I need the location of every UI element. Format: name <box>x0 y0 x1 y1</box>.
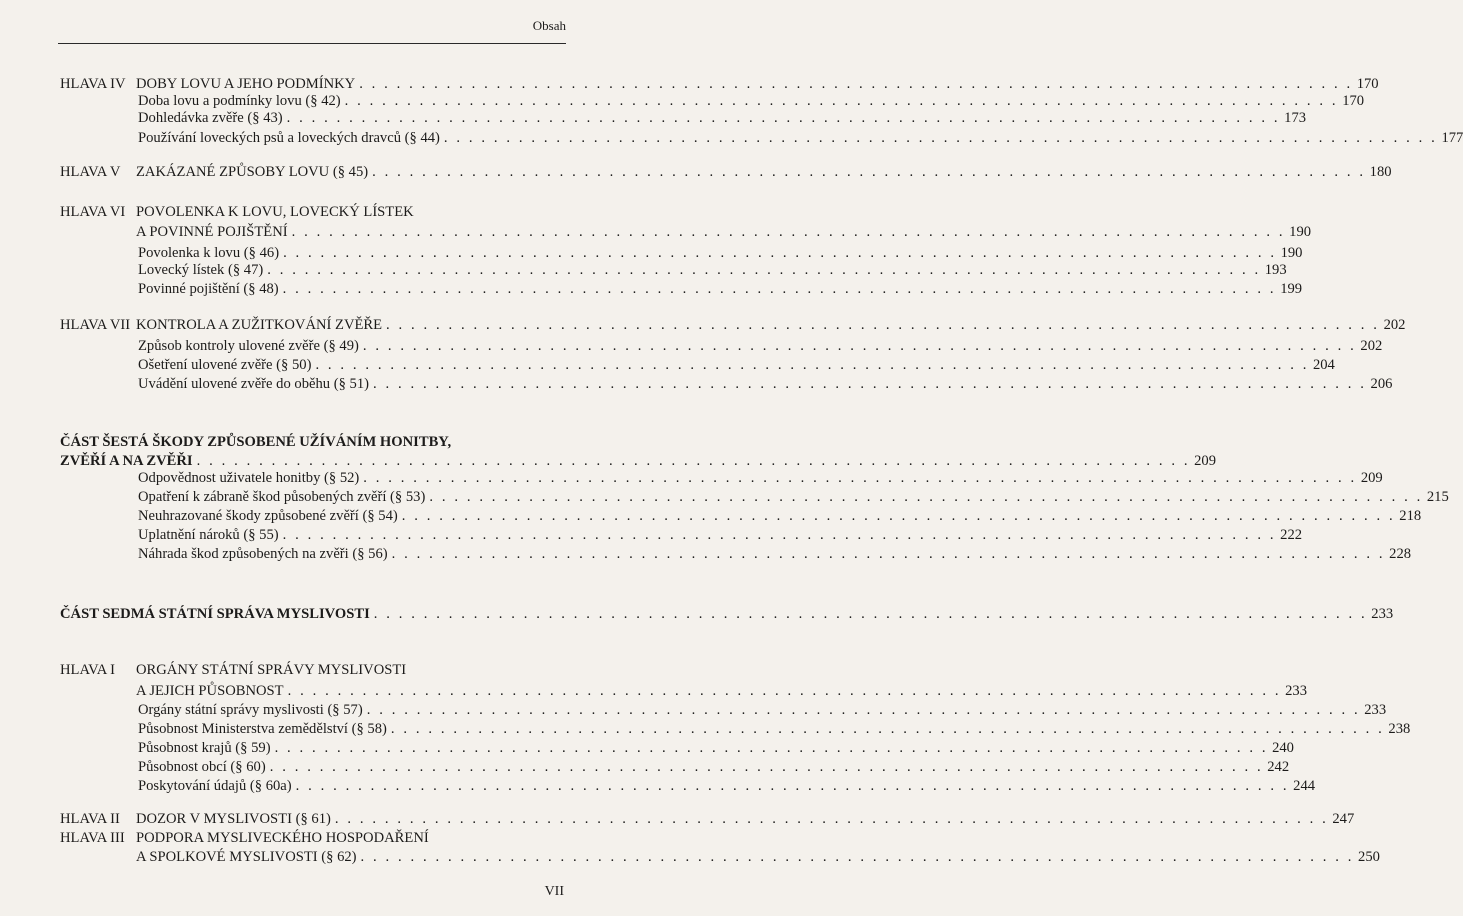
section-title: Povinné pojištění (§ 48) <box>138 281 279 297</box>
leader-dots: . . . . . . . . . . . . . . . . . . . . . . . . . . . . . . . . . . . . . . . . . . . . . . . . . . . . . . . . . . . . . . . . . . . . . . . . . . . . . . . . <box>282 281 1277 297</box>
chapter-title: POVOLENKA K LOVU, LOVECKÝ LÍSTEK <box>136 204 414 220</box>
leader-dots: . . . . . . . . . . . . . . . . . . . . . . . . . . . . . . . . . . . . . . . . . . . . . . . . . . . . . . . . . . . . . . . . . . . . . . . . . . . . . . . . <box>390 721 1385 737</box>
page-ref: 193 <box>1264 262 1287 278</box>
running-head: Obsah <box>532 18 566 33</box>
chapter-title: A SPOLKOVÉ MYSLIVOSTI (§ 62) <box>136 849 357 865</box>
toc-entry <box>0 603 1394 625</box>
toc-entry <box>0 161 1392 183</box>
leader-dots: . . . . . . . . . . . . . . . . . . . . . . . . . . . . . . . . . . . . . . . . . . . . . . . . . . . . . . . . . . . . . . . . . . . . . . . . . . . . . . . . <box>267 262 1261 278</box>
chapter-label: HLAVA VI <box>60 204 126 220</box>
chapter-title: DOBY LOVU A JEHO PODMÍNKY <box>136 76 356 92</box>
leader-dots: . . . . . . . . . . . . . . . . . . . . . . . . . . . . . . . . . . . . . . . . . . . . . . . . . . . . . . . . . . . . . . . . . . . . . . . . . . . . . . . . <box>287 683 1282 699</box>
chapter-title: A JEJICH PŮSOBNOST <box>136 683 284 699</box>
section-title: Doba lovu a podmínky lovu (§ 42) <box>138 93 341 109</box>
chapter-title: A POVINNÉ POJIŠTĚNÍ <box>136 224 288 240</box>
toc-entry <box>0 775 1316 797</box>
leader-dots: . . . . . . . . . . . . . . . . . . . . . . . . . . . . . . . . . . . . . . . . . . . . . . . . . . . . . . . . . . . . . . . . . . . . . . . . . . . . . . . . <box>401 508 1396 524</box>
section-title: Ošetření ulovené zvěře (§ 50) <box>138 357 312 373</box>
section-title: Uplatnění nároků (§ 55) <box>138 527 279 543</box>
leader-dots: . . . . . . . . . . . . . . . . . . . . . . . . . . . . . . . . . . . . . . . . . . . . . . . . . . . . . . . . . . . . . . . . . . . . . . . . . . . . . . . . <box>429 489 1423 505</box>
leader-dots: . . . . . . . . . . . . . . . . . . . . . . . . . . . . . . . . . . . . . . . . . . . . . . . . . . . . . . . . . . . . . . . . . . . . . . . . . . . . . . . . <box>373 606 1368 622</box>
leader-dots: . . . . . . . . . . . . . . . . . . . . . . . . . . . . . . . . . . . . . . . . . . . . . . . . . . . . . . . . . . . . . . . . . . . . . . . . . . . . . . . . <box>269 759 1264 775</box>
page-ref: 202 <box>1383 317 1406 333</box>
leader-dots: . . . . . . . . . . . . . . . . . . . . . . . . . . . . . . . . . . . . . . . . . . . . . . . . . . . . . . . . . . . . . . . . . . . . . . . . . . . . . . . . <box>372 164 1366 180</box>
page-ref: 202 <box>1360 338 1383 354</box>
page-ref: 238 <box>1388 721 1411 737</box>
page-ref: 209 <box>1194 453 1217 469</box>
chapter-label: HLAVA I <box>60 662 116 678</box>
leader-dots: . . . . . . . . . . . . . . . . . . . . . . . . . . . . . . . . . . . . . . . . . . . . . . . . . . . . . . . . . . . . . . . . . . . . . . . . . . . . . . . . <box>363 470 1357 486</box>
section-title: Používání loveckých psů a loveckých dravců (§ 44) <box>138 130 440 146</box>
page-ref: 180 <box>1369 164 1392 180</box>
section-title: Dohledávka zvěře (§ 43) <box>138 110 283 126</box>
chapter-title: KONTROLA A ZUŽITKOVÁNÍ ZVĚŘE <box>136 317 383 333</box>
toc-entry <box>0 659 600 681</box>
toc-entry <box>0 846 1380 868</box>
leader-dots: . . . . . . . . . . . . . . . . . . . . . . . . . . . . . . . . . . . . . . . . . . . . . . . . . . . . . . . . . . . . . . . . . . . . . . . . . . . . . . . . <box>282 527 1277 543</box>
leader-dots: . . . . . . . . . . . . . . . . . . . . . . . . . . . . . . . . . . . . . . . . . . . . . . . . . . . . . . . . . . . . . . . . . . . . . . . . . . . . . . . . <box>360 849 1355 865</box>
leader-dots: . . . . . . . . . . . . . . . . . . . . . . . . . . . . . . . . . . . . . . . . . . . . . . . . . . . . . . . . . . . . . . . . . . . . . . . . . . . . . . . . <box>359 76 1353 92</box>
page-ref: 233 <box>1285 683 1307 699</box>
leader-dots: . . . . . . . . . . . . . . . . . . . . . . . . . . . . . . . . . . . . . . . . . . . . . . . . . . . . . . . . . . . . . . . . . . . . . . . . . . . . . . . . <box>283 245 1277 261</box>
page-ref: 204 <box>1312 357 1335 373</box>
leader-dots: . . . . . . . . . . . . . . . . . . . . . . . . . . . . . . . . . . . . . . . . . . . . . . . . . . . . . . . . . . . . . . . . . . . . . . . . . . . . . . . . <box>295 778 1290 794</box>
section-title: Odpovědnost uživatele honitby (§ 52) <box>138 470 360 486</box>
section-title: Orgány státní správy myslivosti (§ 57) <box>138 702 363 718</box>
page-ref: 177 <box>1441 130 1463 146</box>
section-title: Poskytování údajů (§ 60a) <box>138 778 292 794</box>
page-ref: 218 <box>1399 508 1422 524</box>
page-ref: 222 <box>1280 527 1303 543</box>
page-ref: 215 <box>1426 489 1449 505</box>
page-ref: 250 <box>1358 849 1380 865</box>
section-title: Působnost Ministerstva zemědělství (§ 58) <box>138 721 387 737</box>
leader-dots: . . . . . . . . . . . . . . . . . . . . . . . . . . . . . . . . . . . . . . . . . . . . . . . . . . . . . . . . . . . . . . . . . . . . . . . . . . . . . . . . <box>386 317 1380 333</box>
chapter-title: DOZOR V MYSLIVOSTI (§ 61) <box>136 811 331 827</box>
header-rule <box>58 43 566 44</box>
toc-entry <box>0 221 1312 243</box>
leader-dots: . . . . . . . . . . . . . . . . . . . . . . . . . . . . . . . . . . . . . . . . . . . . . . . . . . . . . . . . . . . . . . . . . . . . . . . . . . . . . . . . <box>344 93 1339 109</box>
page-ref: 209 <box>1360 470 1383 486</box>
page-ref: 244 <box>1293 778 1316 794</box>
leader-dots: . . . . . . . . . . . . . . . . . . . . . . . . . . . . . . . . . . . . . . . . . . . . . . . . . . . . . . . . . . . . . . . . . . . . . . . . . . . . . . . . <box>366 702 1361 718</box>
toc-entry <box>0 373 1393 395</box>
page-ref: 228 <box>1389 546 1412 562</box>
leader-dots: . . . . . . . . . . . . . . . . . . . . . . . . . . . . . . . . . . . . . . . . . . . . . . . . . . . . . . . . . . . . . . . . . . . . . . . . . . . . . . . . <box>362 338 1357 354</box>
page-ref: 206 <box>1370 376 1393 392</box>
page-ref: 233 <box>1364 702 1387 718</box>
part-title: ČÁST ŠESTÁ ŠKODY ZPŮSOBENÉ UŽÍVÁNÍM HONITBY, <box>60 434 452 450</box>
toc-entry <box>0 127 1463 149</box>
section-title: Opatření k zábraně škod působených zvěří (§ 53) <box>138 489 426 505</box>
leader-dots: . . . . . . . . . . . . . . . . . . . . . . . . . . . . . . . . . . . . . . . . . . . . . . . . . . . . . . . . . . . . . . . . . . . . . . . . . . . . . . . . <box>274 740 1269 756</box>
chapter-title: ORGÁNY STÁTNÍ SPRÁVY MYSLIVOSTI <box>136 662 407 678</box>
page-ref: 173 <box>1284 110 1307 126</box>
chapter-label: HLAVA II <box>60 811 120 827</box>
toc-entry <box>0 543 1412 565</box>
toc-entry <box>0 314 1406 336</box>
section-title: Neuhrazované škody způsobené zvěří (§ 54) <box>138 508 398 524</box>
page-ref: 233 <box>1371 606 1394 622</box>
leader-dots: . . . . . . . . . . . . . . . . . . . . . . . . . . . . . . . . . . . . . . . . . . . . . . . . . . . . . . . . . . . . . . . . . . . . . . . . . . . . . . . . <box>443 130 1438 146</box>
page-ref: 190 <box>1289 224 1312 240</box>
page-ref: 170 <box>1342 93 1365 109</box>
leader-dots: . . . . . . . . . . . . . . . . . . . . . . . . . . . . . . . . . . . . . . . . . . . . . . . . . . . . . . . . . . . . . . . . . . . . . . . . . . . . . . . . <box>315 357 1309 373</box>
leader-dots: . . . . . . . . . . . . . . . . . . . . . . . . . . . . . . . . . . . . . . . . . . . . . . . . . . . . . . . . . . . . . . . . . . . . . . . . . . . . . . . . <box>286 110 1281 126</box>
chapter-label: HLAVA V <box>60 164 121 180</box>
section-title: Náhrada škod způsobených na zvěři (§ 56) <box>138 546 388 562</box>
toc-entry <box>0 107 1307 129</box>
leader-dots: . . . . . . . . . . . . . . . . . . . . . . . . . . . . . . . . . . . . . . . . . . . . . . . . . . . . . . . . . . . . . . . . . . . . . . . . . . . . . . . . <box>291 224 1286 240</box>
section-title: Způsob kontroly ulovené zvěře (§ 49) <box>138 338 359 354</box>
chapter-label: HLAVA III <box>60 830 125 846</box>
section-title: Působnost krajů (§ 59) <box>138 740 271 756</box>
leader-dots: . . . . . . . . . . . . . . . . . . . . . . . . . . . . . . . . . . . . . . . . . . . . . . . . . . . . . . . . . . . . . . . . . . . . . . . . . . . . . . . . <box>334 811 1329 827</box>
chapter-label: HLAVA VII <box>60 317 131 333</box>
page-ref: 242 <box>1267 759 1290 775</box>
part-title: ZVĚŘÍ A NA ZVĚŘI <box>60 453 193 469</box>
section-title: Působnost obcí (§ 60) <box>138 759 266 775</box>
page-ref: 190 <box>1280 245 1303 261</box>
leader-dots: . . . . . . . . . . . . . . . . . . . . . . . . . . . . . . . . . . . . . . . . . . . . . . . . . . . . . . . . . . . . . . . . . . . . . . . . . . . . . . . . <box>391 546 1386 562</box>
chapter-label: HLAVA IV <box>60 76 126 92</box>
section-title: Povolenka k lovu (§ 46) <box>138 245 280 261</box>
page-ref: 240 <box>1272 740 1294 756</box>
section-title: Lovecký lístek (§ 47) <box>138 262 264 278</box>
section-title: Uvádění ulovené zvěře do oběhu (§ 51) <box>138 376 369 392</box>
leader-dots: . . . . . . . . . . . . . . . . . . . . . . . . . . . . . . . . . . . . . . . . . . . . . . . . . . . . . . . . . . . . . . . . . . . . . . . . . . . . . . . . <box>196 453 1191 469</box>
page-number: VII <box>544 884 564 899</box>
chapter-title: PODPORA MYSLIVECKÉHO HOSPODAŘENÍ <box>136 830 429 846</box>
toc-entry <box>0 201 600 223</box>
leader-dots: . . . . . . . . . . . . . . . . . . . . . . . . . . . . . . . . . . . . . . . . . . . . . . . . . . . . . . . . . . . . . . . . . . . . . . . . . . . . . . . . <box>373 376 1367 392</box>
chapter-title: ZAKÁZANÉ ZPŮSOBY LOVU (§ 45) <box>136 164 369 180</box>
toc-entry <box>0 278 1303 300</box>
page-ref: 199 <box>1280 281 1303 297</box>
page-ref: 247 <box>1332 811 1355 827</box>
part-title: ČÁST SEDMÁ STÁTNÍ SPRÁVA MYSLIVOSTI <box>60 606 370 622</box>
page-ref: 170 <box>1356 76 1379 92</box>
